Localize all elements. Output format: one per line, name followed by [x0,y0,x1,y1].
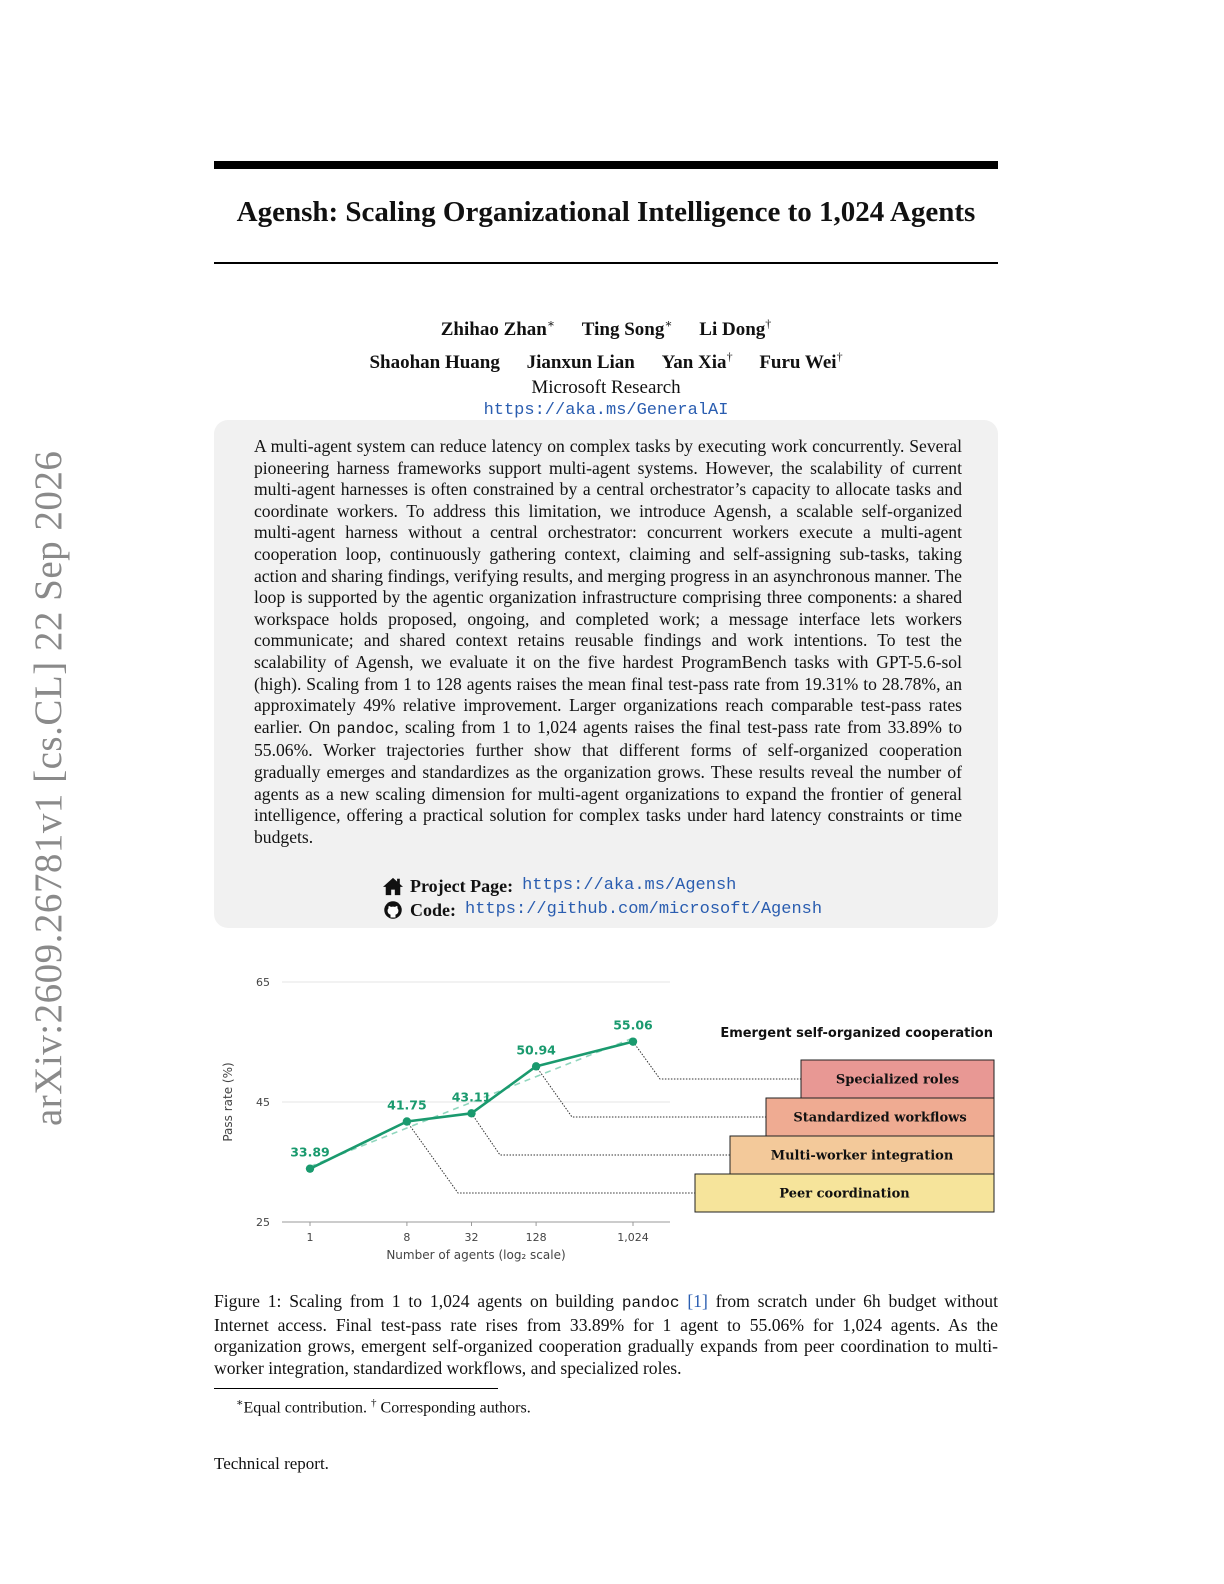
title-rule-top [214,161,998,169]
abstract-box [214,420,998,928]
pass-rate-chart [214,964,998,1264]
code-row [382,898,822,922]
author-name: Jianxun Lian [526,351,635,373]
data-point [403,1117,411,1125]
author-block [214,311,998,422]
home-icon [382,876,404,896]
project-page-row [382,874,822,898]
title-rule-bottom [214,262,998,264]
y-axis-title: Pass rate (%) [221,1062,235,1142]
code-link[interactable]: https://github.com/microsoft/Agensh [465,900,823,919]
x-tick-label: 8 [403,1231,411,1244]
stage-label: Specialized roles [835,1072,960,1088]
footnote: ∗Equal contribution. † Corresponding authors. [236,1397,531,1417]
y-tick-label: 45 [256,1096,270,1109]
github-icon [382,900,404,920]
author-name: Li Dong† [699,317,772,341]
code-term: pandoc [621,1294,680,1312]
data-point [306,1164,314,1172]
abstract-text: A multi-agent system can reduce latency on complex tasks by executing work concurrently. Several pioneering harness frameworks support multi-agent systems. However, the scalability of current multi-agent harnesses is often constrained by a central orchestrator’s capacity to allocate tasks and coordinate workers. To address this limitation, we introduce Agensh, a scalable self-organized multi-agent harness without a central orchestrator: concurrent workers execute a multi-agent cooperation loop, continuously gathering context, claiming and self-assigning sub-tasks, taking action and sharing findings, verifying results, and merging progress in an asynchronous manner. The loop is supported by the agentic organization infrastructure comprising three components: a shared workspace holds proposed, ongoing, and completed work; a message interface lets workers communicate; and shared context retains reusable findings and work intentions. To test the scalability of Agensh, we evaluate it on the five hardest ProgramBench tasks with GPT-5.6-sol (high). Scaling from 1 to 128 agents raises the mean final test-pass rate from 19.31% to 28.78%, an approximately 49% relative improvement. Larger organizations reach comparable test-pass rates earlier. On pandoc, scaling from 1 to 1,024 agents raises the final test-pass rate from 33.89% to 55.06%. Worker trajectories further show that different forms of self-organized cooperation gradually emerges and standardizes as the organization grows. These results reveal the number of agents as a new scaling dimension for multi-agent organizations to expand the frontier of general intelligence, offering a practical solution for complex tasks under hard latency constraints or time budgets. [254,436,962,847]
data-label: 55.06 [613,1017,653,1033]
figure-1 [214,964,998,1264]
author-name: Shaohan Huang [369,351,500,373]
stage-connector [633,1042,801,1079]
affiliation-url-link[interactable]: https://aka.ms/GeneralAI [483,400,729,420]
data-point [629,1037,637,1045]
paper-title: Agensh: Scaling Organizational Intelligence to 1,024 Agents [236,196,976,228]
x-tick-label: 1,024 [617,1231,649,1244]
resource-links [382,874,822,922]
data-point [532,1062,540,1070]
author-line-1 [214,311,998,343]
x-tick-label: 1 [306,1231,314,1244]
affiliation: Microsoft Research [531,376,681,398]
y-tick-label: 25 [256,1216,270,1229]
stage-connector [472,1113,731,1155]
x-axis-title: Number of agents (log₂ scale) [386,1248,566,1262]
arxiv-identifier: arXiv:2609.26781v1 [cs.CL] 22 Sep 2026 [27,450,70,1126]
stage-connector [536,1066,766,1117]
x-tick-label: 128 [525,1231,547,1244]
y-tick-label: 65 [256,976,270,989]
author-name: Yan Xia† [661,349,733,373]
annotation-title: Emergent self-organized cooperation [720,1026,993,1041]
citation-link[interactable]: [1] [687,1291,708,1311]
project-page-label: Project Page: [410,876,514,896]
data-point [467,1109,475,1117]
figure-caption: Figure 1: Scaling from 1 to 1,024 agents on building pandoc [1] from scratch under 6h budget without Internet access. Final test-pass rate rises from 33.89% for 1 agent to 55.06% for 1,024 agents. As the organization grows, emergent self-organized cooperation gradually expands from peer coordination to multi-worker integration, standardized workflows, and specialized roles. [214,1291,998,1378]
stage-label: Multi-worker integration [770,1148,954,1164]
project-page-link[interactable]: https://aka.ms/Agensh [522,876,737,895]
data-label: 43.11 [451,1089,492,1105]
author-name: Zhihao Zhan∗ [440,317,556,341]
stage-label: Standardized workflows [793,1110,967,1126]
data-label: 33.89 [290,1144,330,1160]
stage-connector [407,1122,695,1194]
data-label: 41.75 [387,1097,427,1113]
code-label: Code: [410,900,456,920]
x-tick-label: 32 [464,1231,479,1244]
author-name: Ting Song∗ [581,317,673,341]
author-name: Furu Wei† [759,349,843,373]
series-line [310,1042,633,1169]
data-label: 50.94 [516,1042,556,1058]
report-type-note: Technical report. [214,1454,329,1473]
footnote-rule [214,1388,498,1389]
author-line-2 [214,343,998,375]
code-term: pandoc [336,719,395,738]
stage-label: Peer coordination [779,1186,910,1202]
